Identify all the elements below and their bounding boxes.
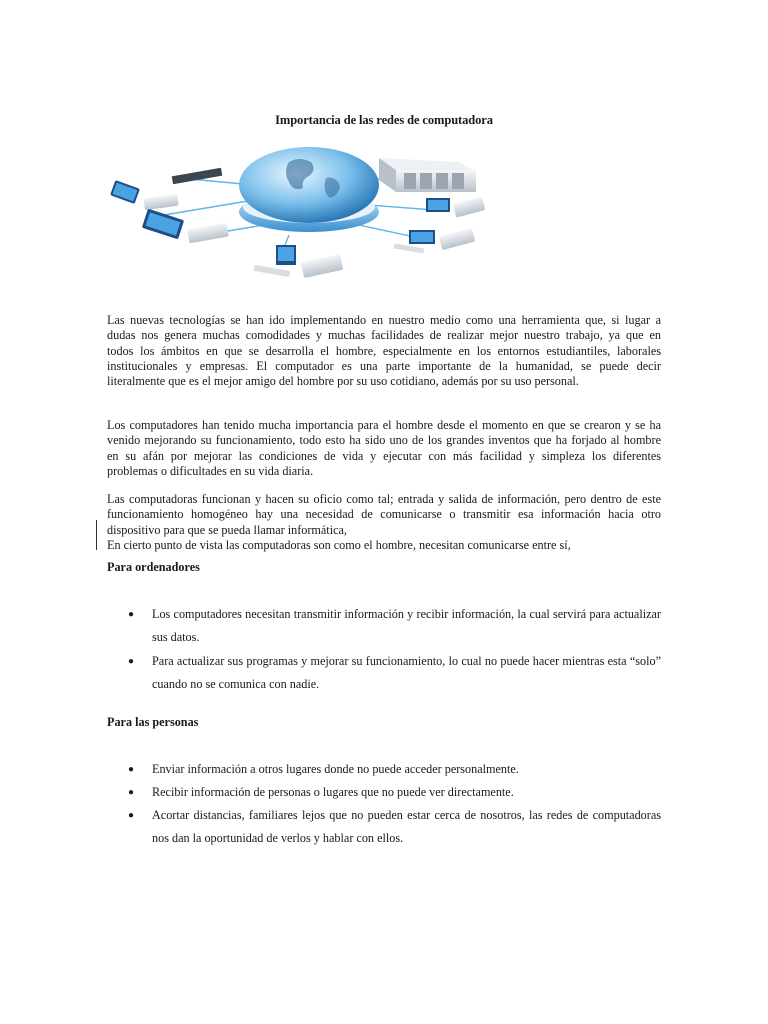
paragraph-line: dispositivo para que se pueda llamar informática, (107, 522, 347, 537)
bullet-dot: ● (128, 810, 135, 821)
bullet-list-personas (107, 758, 661, 850)
paragraph-line: institucionales y empresas. El computador es una parte importante de la humanidad, se puede decir (107, 358, 661, 373)
bullet-dot: ● (128, 656, 135, 667)
list-item-text: Enviar información a otros lugares donde no puede acceder personalmente. (152, 762, 519, 776)
bullet-list-ordenadores (107, 603, 661, 696)
paragraph-line: dudas nos genera muchas comodidades y muchas facilidades de realizar mejor nuestro trabajo, ya que en (107, 328, 661, 343)
paragraph-line: Las nuevas tecnologías se han ido implementando en nuestro medio como una herramienta que, si lugar a (107, 313, 661, 327)
bullet-dot: ● (128, 787, 135, 798)
paragraph-line: todos los ámbitos en que se desarrolla el hombre, especialmente en los entornos estudiantiles, laborales (107, 343, 661, 358)
document-title: Importancia de las redes de computadora (275, 113, 493, 127)
bullet-dot: ● (128, 609, 135, 620)
list-item (107, 603, 661, 649)
list-item (107, 650, 661, 696)
paragraph-line: funcionamiento homogéneo hay una necesidad de comunicarse o transmitir esa información hacia otro (107, 507, 661, 522)
paragraph-line: Los computadores han tenido mucha importancia para el hombre desde el momento en que se crearon y se ha (107, 418, 661, 432)
paragraph-2 (107, 418, 661, 479)
paragraph-1 (107, 313, 661, 389)
list-item-text: Acortar distancias, familiares lejos que no pueden estar cerca de nosotros, las redes de computadoras nos dan la oportunidad de verlos y hablar con ellos. (152, 808, 661, 845)
paragraph-line: en su afán por mejorar las condiciones de vida y ejecutar con más facilidad y simpleza los diferentes (107, 448, 661, 463)
list-item-text: Los computadores necesitan transmitir información y recibir información, la cual servirá para actualizar sus datos. (152, 607, 661, 644)
paragraph-line: Las computadoras funcionan y hacen su oficio como tal; entrada y salida de información, pero dentro de este (107, 492, 661, 506)
list-item (107, 781, 661, 804)
section-heading-personas: Para las personas (107, 715, 199, 729)
paragraph-3 (107, 492, 661, 553)
section-heading-ordenadores: Para ordenadores (107, 560, 200, 574)
paragraph-line: literalmente que es el mejor amigo del hombre por su uso cotidiano, además por su uso personal. (107, 374, 579, 389)
network-globe-illustration (104, 140, 504, 295)
paragraph-line: En cierto punto de vista las computadoras son como el hombre, necesitan comunicarse entre sí, (107, 537, 571, 552)
bullet-dot: ● (128, 764, 135, 775)
paragraph-line: problemas o dificultades en su vida diaria. (107, 463, 314, 478)
list-item-text: Para actualizar sus programas y mejorar su funcionamiento, lo cual no puede hacer mientras esta “solo” cuando no se comunica con nadie. (152, 654, 661, 691)
text-cursor-mark (96, 520, 97, 550)
list-item (107, 804, 661, 850)
list-item (107, 758, 661, 781)
paragraph-line: venido mejorando su funcionamiento, todo esto ha sido uno de los grandes inventos que ha forjado al hombre (107, 433, 661, 448)
list-item-text: Recibir información de personas o lugares que no puede ver directamente. (152, 785, 514, 799)
